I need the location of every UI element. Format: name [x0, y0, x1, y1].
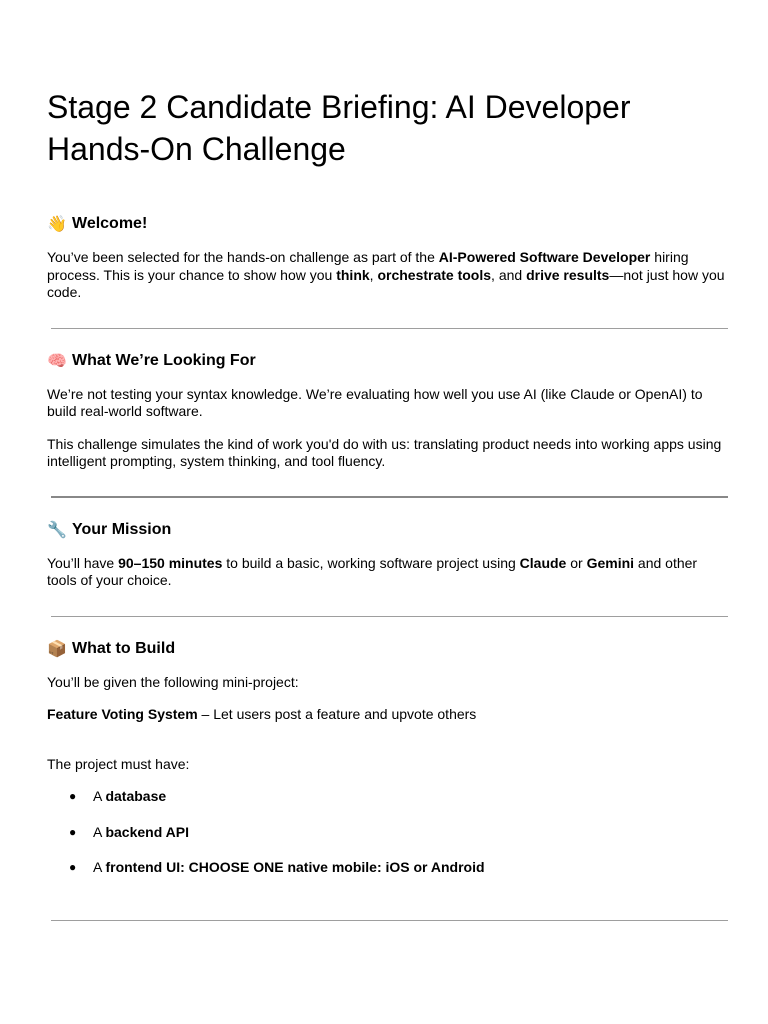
mission-paragraph — [47, 555, 729, 590]
bold-gemini: Gemini — [586, 554, 635, 571]
package-icon: 📦 — [47, 638, 67, 658]
list-item-prefix: A — [93, 788, 106, 804]
document-title: Stage 2 Candidate Briefing: AI Developer Hands-On Challenge — [47, 89, 631, 167]
bullet-icon: ● — [69, 860, 77, 874]
mission-heading-text: Your Mission — [72, 520, 172, 538]
bold-drive-results: drive results — [526, 266, 610, 283]
divider — [51, 616, 728, 617]
bold-project-name: Feature Voting System — [47, 706, 198, 722]
looking-for-paragraph-1: We’re not testing your syntax knowledge. We’re evaluating how well you use AI (like Claude or OpenAI) to build real-world software. — [47, 385, 703, 419]
text-run: , and — [491, 266, 527, 283]
build-paragraph-3: The project must have: — [47, 755, 190, 772]
build-heading — [47, 639, 729, 659]
brain-icon: 🧠 — [47, 350, 67, 370]
looking-for-heading — [47, 351, 729, 371]
bullet-icon: ● — [69, 789, 77, 803]
wrench-icon: 🔧 — [47, 519, 67, 539]
looking-for-paragraph-2: This challenge simulates the kind of work you'd do with us: translating product needs into working apps using intelligent prompting, system thinking, and tool fluency. — [47, 435, 722, 469]
text-run: to build a basic, working software project using — [222, 554, 520, 571]
text-run: You’ll have — [47, 554, 119, 571]
list-item — [47, 824, 729, 842]
welcome-heading-text: Welcome! — [72, 215, 148, 232]
list-item — [47, 788, 729, 806]
list-item-bold: backend API — [105, 823, 189, 840]
text-run: —not just how you code. — [47, 266, 725, 300]
build-heading-text: What to Build — [72, 639, 176, 657]
text-run: You’ve been selected for the hands-on challenge as part of the — [47, 249, 439, 265]
welcome-paragraph — [47, 249, 729, 302]
divider — [51, 328, 728, 329]
divider — [51, 496, 728, 498]
list-item — [47, 859, 729, 877]
requirements-list — [47, 788, 729, 877]
bold-orchestrate: orchestrate tools — [377, 266, 492, 283]
looking-for-heading-text: What We’re Looking For — [72, 351, 256, 369]
bold-think: think — [336, 266, 370, 283]
welcome-heading — [47, 214, 729, 234]
divider — [51, 920, 728, 921]
text-run: and other tools of your choice. — [47, 554, 698, 588]
text-run: hiring process. This is your chance to show how you — [47, 249, 689, 283]
bold-claude: Claude — [519, 554, 567, 571]
mission-heading — [47, 520, 729, 540]
bold-role: AI-Powered Software Developer — [438, 249, 651, 265]
build-paragraph-1: You’ll be given the following mini-project: — [47, 673, 299, 690]
bullet-icon: ● — [69, 824, 77, 839]
text-run: or — [566, 554, 587, 571]
text-run: , — [369, 266, 378, 283]
waving-hand-icon: 👋 — [47, 214, 67, 233]
list-item-prefix: A — [93, 859, 106, 875]
text-run: – Let users post a feature and upvote others — [197, 706, 477, 722]
document-page — [47, 86, 729, 921]
list-item-bold: frontend UI: CHOOSE ONE native mobile: iOS or Android — [105, 859, 485, 875]
build-paragraph-2 — [47, 706, 729, 724]
list-item-prefix: A — [93, 823, 106, 840]
bold-duration: 90–150 minutes — [118, 554, 223, 571]
list-item-bold: database — [105, 788, 167, 804]
